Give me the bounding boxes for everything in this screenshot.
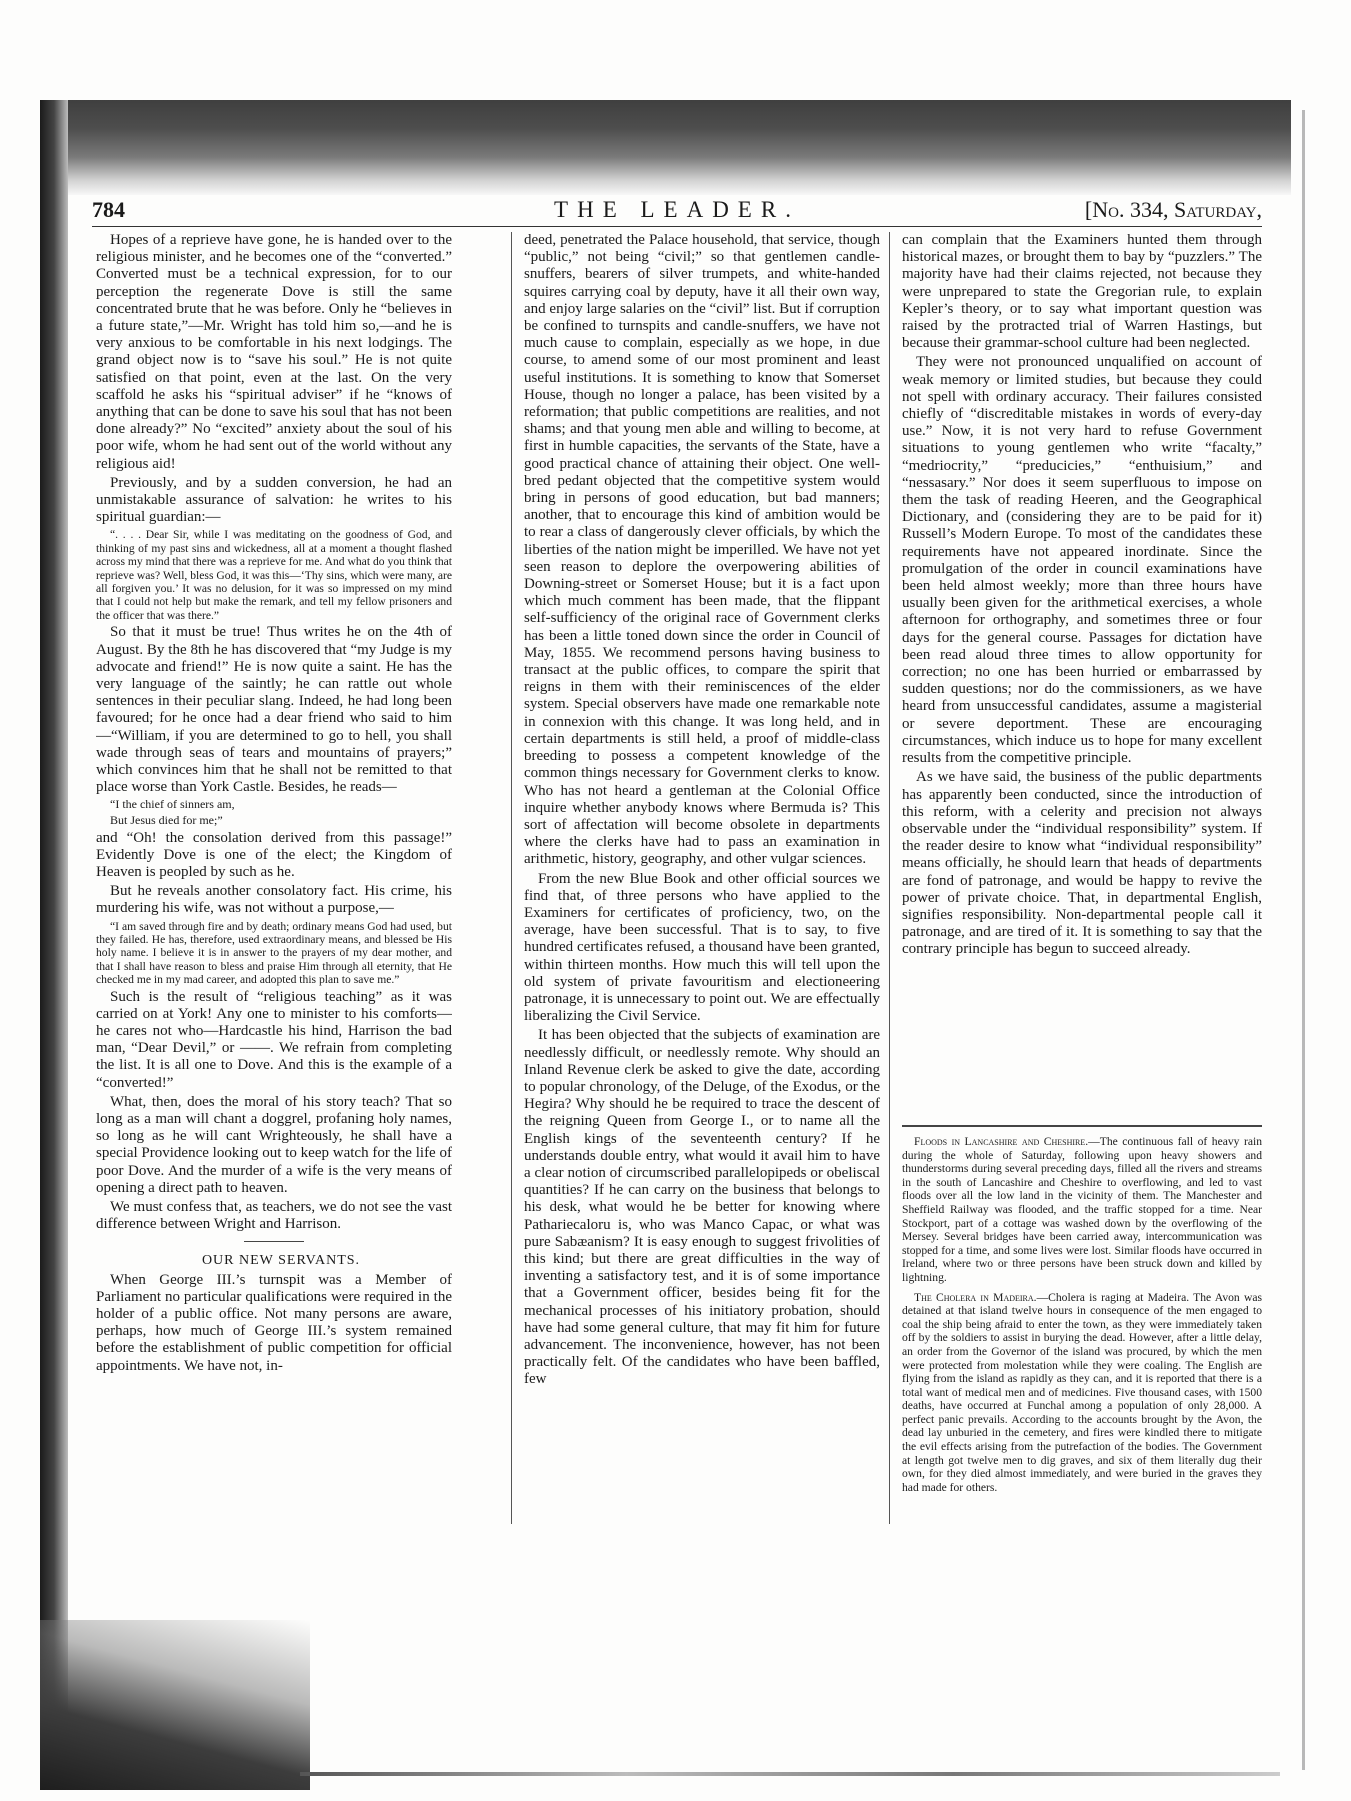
paragraph: deed, penetrated the Palace household, that service, though “public,” not being “civil;” so that gentlemen candle-snuffers, bearers of silver trumpets, and white-handed squires carrying coal by deputy, have it all their own way, and enjoy large salaries on the “civil” list. But if corruption be confined to turnspits and candle-snuffers, we have not much cause to complain, especially as we hope, in due course, to amend some of our most prominent and least useful institutions. It is something to know that Somerset House, though no longer a palace, has been visited by a reformation; that public competitions are realities, and not shams; and that young men able and willing to become, at first in humble capacities, the servants of the State, have a good practical chance of attaining their object. One well-bred pedant objected that the competitive system would bring in persons of good education, but bad manners; another, that to encourage this kind of ambition would be to rear a class of dangerously clever officials, by which the liberties of the nation might be imperilled. We have not yet seen reason to deplore the overpowering abilities of Downing-street or Somerset House; but it is a fact upon which much comment has been made, that the flippant self-sufficiency of the original race of Government clerks has been a little toned down since the order in Council of May, 1855. We recommend persons having business to transact at the public offices, to compare the spirit that reigns in them with their reminiscences of the elder system. Special observers have made one remarkable note in connexion with this change. It was long held, and in certain departments is still held, a proof of middle-class breeding to possess a competent knowledge of the common things necessary for Government clerks to know. Who has not heard a gentleman at the Colonial Office inquire whether anybody knows where Bermuda is? This sort of affectation will become obsolete in departments where the clerks have had to pass an examination in arithmetic, history, geography, and other vulgar sciences. bbox=[524, 232, 880, 868]
paragraph: Previously, and by a sudden conversion, he had an unmistakable assurance of salvation: he writes to his spiritual guardian:— bbox=[96, 474, 452, 526]
paragraph: When George III.’s turnspit was a Member of Parliament no particular qualifications were required in the holder of a public office. Not many persons are aware, perhaps, how much of George III.’s system remained before the establishment of public competition for official appointments. We have not, in- bbox=[96, 1271, 452, 1374]
paragraph: can complain that the Examiners hunted them through historical mazes, or brought them to bay by “puzzlers.” The majority have had their claims rejected, not because they were unprepared to state the Gregorian rule, to explain Kepler’s theory, or to say what important question was raised by the protracted trial of Warren Hastings, but because their grammar-school culture had been neglected. bbox=[902, 232, 1262, 352]
column-2 bbox=[524, 232, 880, 1512]
verse-line: “I the chief of sinners am, bbox=[110, 797, 235, 812]
news-divider bbox=[902, 1125, 1262, 1127]
masthead: THE LEADER. bbox=[554, 197, 800, 222]
scan-edge-bottom bbox=[300, 1772, 1280, 1776]
page-header bbox=[92, 197, 1262, 227]
letter-quote: “I am saved through fire and by death; ordinary means God had used, but they failed. He has, therefore, used extraordinary means, and blessed be His holy name. I believe it is in answer to the prayers of my dear mother, and that I shall have reason to bless and praise Him through all eternity, that He checked me in my mad career, and adopted this plan to save me.” bbox=[96, 919, 452, 987]
paragraph: Such is the result of “religious teaching” as it was carried on at York! Any one to minister to his comforts—he cares not who—Hardcastle his hind, Harrison the bad man, “Dear Devil,” or ——. We refrain from completing the list. It is all one to Dove. And this is the example of a “converted!” bbox=[96, 988, 452, 1091]
news-title: Floods in Lancashire and Cheshire. bbox=[914, 1135, 1089, 1148]
verse-line: But Jesus died for me;” bbox=[110, 812, 223, 827]
scan-edge-right bbox=[1302, 110, 1305, 1770]
paragraph: It has been objected that the subjects of examination are needlessly difficult, or needlessly remote. Why should an Inland Revenue clerk be asked to give the date, according to popular chronology, of the Deluge, of the Exodus, or the Hegira? Why should he be required to trace the descent of the reigning Queen from George I., or to name all the English kings of the seventeenth century? If he understands double entry, what would it avail him to have a clear notion of circumscribed parallelopipeds or obeliscal quantities? If he can carry on the business that belongs to his desk, what would he be better for knowing where Pathariecaloru is, who was Manco Capac, or what was pure Sabæanism? It is easy enough to suggest frivolities of this kind; but there are great difficulties in the way of inventing a satisfactory test, and it is of some importance that a Government officer, besides being fit for the mechanical processes of his initiatory probation, should have had some general culture, that may fit him for future advancement. The inconvenience, however, has not been practically felt. Of the candidates who have been baffled, few bbox=[524, 1027, 880, 1388]
header-rule bbox=[92, 226, 1262, 227]
news-text: —Cholera is raging at Madeira. The Avon was detained at that island twelve hours in consequence of the men engaged to coal the ship being afraid to enter the town, as they were immediately taken off by the soldiers to assist in burying the dead. However, after a little delay, an order from the Governor of the island was procured, by which the men were protected from molestation while they were coaling. The English are flying from the island as rapidly as they can, and it is reported that there is a total want of medical men and of medicines. Five thousand cases, with 1500 deaths, have occurred at Funchal among a population of only 28,000. A perfect panic prevails. According to the accounts brought by the Avon, the dead lay unburied in the cemetery, and fires were kindled there to mitigate the evil effects arising from the putrefaction of the bodies. The Government at length got twelve men to dig graves, and six of them literally dug their own, for they died almost immediately, and were buried in the graves they had made for others. bbox=[902, 1290, 1262, 1494]
paragraph: They were not pronounced unqualified on account of weak memory or limited studies, but because they could not spell with ordinary accuracy. Their failures consisted chiefly of “discreditable mistakes in words of every-day use.” Now, it is not very hard to refuse Government situations to young gentlemen who write “facalty,” “medriocrity,” “preducicies,” “enthuisium,” and “nessasary.” Nor does it seem superfluous to impose on them the task of reading Heeren, and the Geographical Dictionary, and (considering they are to be paid for it) Russell’s Modern Europe. To most of the candidates these requirements have not appeared inordinate. Since the promulgation of the order in council examinations have been held almost weekly; more than three hours have usually been given for the arithmetical exercises, a whole afternoon for orthography, and sometimes three or four days for the general course. Passages for dictation have been read aloud three times to allow opportunity for correction; no one has been hurried or embarrassed by sudden questions; nor do the commissioners, as we have heard from unsuccessful candidates, assume a magisterial or severe deportment. These are encouraging circumstances, which induce us to hope for many excellent results from the competitive principle. bbox=[902, 354, 1262, 767]
scan-shadow-corner bbox=[40, 1620, 310, 1790]
paragraph: What, then, does the moral of his story teach? That so long as a man will chant a doggrel, profaning holy names, so long as he will cant Wrighteously, he shall have a special Providence looking out to keep watch for the life of poor Dove. And the murder of a wife is the very means of opening a direct path to heaven. bbox=[96, 1093, 452, 1196]
paragraph: From the new Blue Book and other official sources we find that, of three persons who have applied to the Examiners for certificates of proficiency, two, on the average, have been successful. That is to say, to five hundred certificates refused, a thousand have been granted, within thirteen months. How much this will tell upon the old system of private favouritism and electioneering patronage, it is unnecessary to point out. We are effectually liberalizing the Civil Service. bbox=[524, 870, 880, 1025]
news-item-cholera bbox=[902, 1291, 1262, 1495]
column-3 bbox=[902, 232, 1262, 1152]
news-title: The Cholera in Madeira. bbox=[914, 1290, 1037, 1304]
scan-shadow-left bbox=[40, 100, 68, 1780]
paragraph: As we have said, the business of the public departments has apparently been conducted, since the introduction of this reform, with a celerity and precision not always observable under the “individual responsibility” system. If the reader desire to know what “individual responsibility” means officially, he should learn that heads of departments are fond of patronage, and would be happy to revive the power of private choice. That, in departmental English, signifies responsibility. Non-departmental people call it patronage, and are tired of it. It is something to say that the contrary principle has begun to succeed already. bbox=[902, 769, 1262, 958]
paragraph: We must confess that, as teachers, we do not see the vast difference between Wright and Harrison. bbox=[96, 1199, 452, 1233]
column-1 bbox=[96, 232, 452, 1522]
paragraph: So that it must be true! Thus writes he on the 4th of August. By the 8th he has discovered that “my Judge is my advocate and friend!” He is now quite a saint. He has the very language of the saintly; he can rattle out whole sentences in their peculiar slang. Indeed, he had long been favoured; for he once had a dear friend who said to him—“William, if you are determined to go to hell, you shall wade through seas of tears and mountains of prayers;” which convinces him that he shall not be remitted to that place worse than York Castle. Besides, he reads— bbox=[96, 624, 452, 796]
paragraph: and “Oh! the consolation derived from this passage!” Evidently Dove is one of the elect; the Kingdom of Heaven is peopled by such as he. bbox=[96, 829, 452, 880]
news-items bbox=[902, 1135, 1262, 1500]
column-divider bbox=[511, 232, 512, 1524]
news-item-floods bbox=[902, 1135, 1262, 1285]
issue-info: [No. 334, Saturday, bbox=[1084, 197, 1262, 222]
scan-shadow-top bbox=[60, 100, 1291, 195]
section-heading: OUR NEW SERVANTS. bbox=[201, 1253, 361, 1269]
letter-quote: “. . . . Dear Sir, while I was meditating on the goodness of God, and thinking of my past sins and wickedness, all at a moment a thought flashed across my mind that there was a reprieve for me. And what do you think that reprieve was? Well, bless God, it was this—‘Thy sins, which were many, are all forgiven you.’ It was no delusion, for it was so impressed on my mind that I could not help but make the remark, and tell my fellow prisoners and the officer that was there.” bbox=[96, 528, 452, 622]
page-number: 784 bbox=[92, 197, 125, 222]
section-rule bbox=[244, 1241, 304, 1242]
paragraph: Hopes of a reprieve have gone, he is handed over to the religious minister, and he becomes one of the “converted.” Converted must be a technical expression, for to our perception the regenerate Dove is still the same concentrated brute that he was before. Only he “believes in a future state,”—Mr. Wright has told him so,—and he is very anxious to be comfortable in his next lodgings. The grand object now is to “save his soul.” He is not quite satisfied on that point, even at the last. On the very scaffold he asks his “spiritual adviser” if he “knows of anything that can be done to save his soul that has not been done already?” No “excited” anxiety about the soul of his poor wife, whom he had sent out of the world without any religious aid! bbox=[96, 232, 452, 472]
column-divider bbox=[889, 232, 890, 1524]
news-text: —The continuous fall of heavy rain during the whole of Saturday, following upon heavy showers and thunderstorms during several preceding days, filled all the rivers and streams in the south of Lancashire and Cheshire to overflowing, and led to vast floods over all the low land in the vicinity of them. The Manchester and Sheffield Railway was flooded, and the traffic stopped for a time. Near Stockport, part of a cottage was washed down by the overflowing of the Mersey. Several bridges have been carried away, intercommunication was stopped for a time, and some lives were lost. Similar floods have occurred in Ireland, where two or three persons have been struck down and killed by lightning. bbox=[902, 1135, 1262, 1284]
paragraph: But he reveals another consolatory fact. His crime, his murdering his wife, was not without a purpose,— bbox=[96, 883, 452, 917]
